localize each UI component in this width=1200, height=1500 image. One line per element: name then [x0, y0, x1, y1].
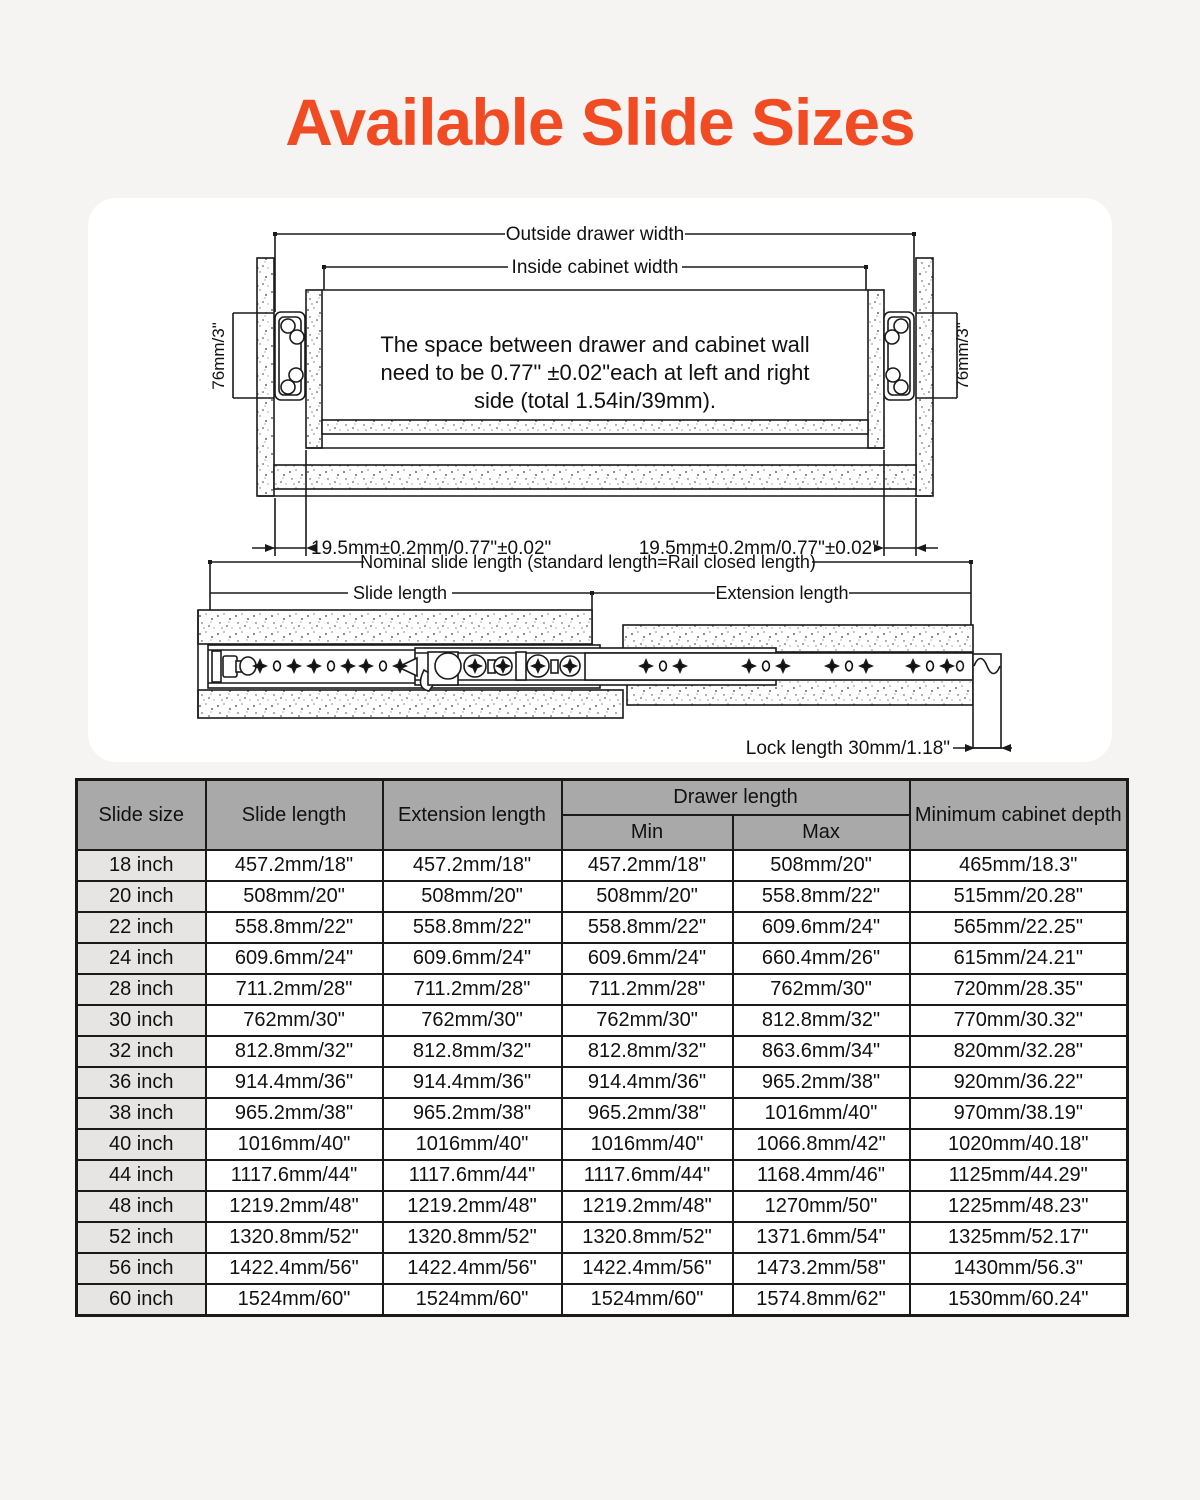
slide-size-table — [75, 778, 1129, 1317]
cell: 920mm/36.22" — [910, 1067, 1128, 1098]
cell: 558.8mm/22" — [562, 912, 733, 943]
cell: 1016mm/40" — [562, 1129, 733, 1160]
cell: 609.6mm/24" — [733, 912, 910, 943]
cell: 1016mm/40" — [206, 1129, 383, 1160]
table-row — [77, 1067, 1128, 1098]
cell: 1066.8mm/42" — [733, 1129, 910, 1160]
cell: 1117.6mm/44" — [206, 1160, 383, 1191]
row-header-cell: 60 inch — [77, 1284, 206, 1316]
cell: 515mm/20.28" — [910, 881, 1128, 912]
inner-rail — [585, 653, 973, 680]
cell: 1225mm/48.23" — [910, 1191, 1128, 1222]
table-row — [77, 881, 1128, 912]
rail-height-label-left: 76mm/3" — [209, 322, 228, 390]
cell: 565mm/22.25" — [910, 912, 1128, 943]
cell: 1117.6mm/44" — [383, 1160, 562, 1191]
cell: 457.2mm/18" — [562, 850, 733, 881]
cell: 720mm/28.35" — [910, 974, 1128, 1005]
cell: 660.4mm/26" — [733, 943, 910, 974]
cell: 970mm/38.19" — [910, 1098, 1128, 1129]
table-header — [77, 780, 1128, 851]
cell: 1530mm/60.24" — [910, 1284, 1128, 1316]
cabinet-wall-left — [257, 258, 274, 496]
header-drawer-min: Min — [562, 815, 733, 850]
table-row — [77, 1098, 1128, 1129]
cell: 820mm/32.28" — [910, 1036, 1128, 1067]
cell: 508mm/20" — [562, 881, 733, 912]
cell: 1125mm/44.29" — [910, 1160, 1128, 1191]
cell: 1219.2mm/48" — [562, 1191, 733, 1222]
cell: 558.8mm/22" — [733, 881, 910, 912]
table-row — [77, 912, 1128, 943]
drawer-front-panel — [973, 654, 1001, 748]
cell: 812.8mm/32" — [733, 1005, 910, 1036]
cell: 762mm/30" — [206, 1005, 383, 1036]
header-min-cabinet-depth: Minimum cabinet depth — [910, 780, 1128, 851]
note-line2: need to be 0.77" ±0.02"each at left and right — [380, 360, 810, 385]
extension-length-label: Extension length — [715, 583, 849, 603]
cell: 762mm/30" — [383, 1005, 562, 1036]
cell: 1473.2mm/58" — [733, 1253, 910, 1284]
cell: 615mm/24.21" — [910, 943, 1128, 974]
header-drawer-max: Max — [733, 815, 910, 850]
row-header-cell: 48 inch — [77, 1191, 206, 1222]
drawer-side-right — [868, 290, 884, 448]
cell: 965.2mm/38" — [733, 1067, 910, 1098]
cell: 1574.8mm/62" — [733, 1284, 910, 1316]
header-slide-size: Slide size — [77, 780, 206, 851]
table-row — [77, 850, 1128, 881]
cell: 1320.8mm/52" — [383, 1222, 562, 1253]
cell: 508mm/20" — [383, 881, 562, 912]
drawer-bottom-board — [322, 420, 868, 434]
row-header-cell: 30 inch — [77, 1005, 206, 1036]
cell: 1371.6mm/54" — [733, 1222, 910, 1253]
cell: 863.6mm/34" — [733, 1036, 910, 1067]
slide-cross-section-left — [275, 312, 305, 400]
table-row — [77, 974, 1128, 1005]
row-header-cell: 20 inch — [77, 881, 206, 912]
slide-cross-section-right — [884, 312, 914, 400]
outside-drawer-width-label: Outside drawer width — [505, 224, 685, 245]
cell: 558.8mm/22" — [206, 912, 383, 943]
table-row — [77, 1222, 1128, 1253]
cell: 1320.8mm/52" — [562, 1222, 733, 1253]
cell: 914.4mm/36" — [206, 1067, 383, 1098]
cell: 1422.4mm/56" — [383, 1253, 562, 1284]
cell: 1270mm/50" — [733, 1191, 910, 1222]
table-body — [77, 850, 1128, 1316]
table-row — [77, 1191, 1128, 1222]
row-header-cell: 24 inch — [77, 943, 206, 974]
cell: 762mm/30" — [733, 974, 910, 1005]
cabinet-bottom-board — [274, 465, 916, 489]
cell: 1524mm/60" — [206, 1284, 383, 1316]
cell: 558.8mm/22" — [383, 912, 562, 943]
note-line3: side (total 1.54in/39mm). — [473, 388, 717, 413]
cell: 812.8mm/32" — [383, 1036, 562, 1067]
gap-dimension-left-label: 19.5mm±0.2mm/0.77"±0.02" — [311, 538, 552, 559]
table-row — [77, 1005, 1128, 1036]
cell: 609.6mm/24" — [562, 943, 733, 974]
row-header-cell: 18 inch — [77, 850, 206, 881]
gap-dimension-right-label: 19.5mm±0.2mm/0.77"±0.02" — [638, 538, 879, 559]
header-slide-length: Slide length — [206, 780, 383, 851]
cell: 812.8mm/32" — [562, 1036, 733, 1067]
cabinet-wall-right — [916, 258, 933, 496]
cell: 711.2mm/28" — [562, 974, 733, 1005]
cell: 965.2mm/38" — [206, 1098, 383, 1129]
row-header-cell: 22 inch — [77, 912, 206, 943]
table-row — [77, 1129, 1128, 1160]
cell: 965.2mm/38" — [562, 1098, 733, 1129]
cabinet-member-top — [198, 610, 592, 644]
table-row — [77, 1284, 1128, 1316]
table-row — [77, 1253, 1128, 1284]
cell: 1219.2mm/48" — [206, 1191, 383, 1222]
cell: 1020mm/40.18" — [910, 1129, 1128, 1160]
cell: 762mm/30" — [562, 1005, 733, 1036]
cell: 1524mm/60" — [562, 1284, 733, 1316]
cabinet-member-bottom — [198, 690, 623, 718]
row-header-cell: 32 inch — [77, 1036, 206, 1067]
diagram-side-view — [198, 560, 1012, 752]
cell: 1524mm/60" — [383, 1284, 562, 1316]
cell: 457.2mm/18" — [383, 850, 562, 881]
cell: 1422.4mm/56" — [562, 1253, 733, 1284]
cell: 711.2mm/28" — [206, 974, 383, 1005]
row-header-cell: 52 inch — [77, 1222, 206, 1253]
cell: 1016mm/40" — [733, 1098, 910, 1129]
cell: 609.6mm/24" — [206, 943, 383, 974]
page-title: Available Slide Sizes — [285, 85, 915, 159]
lock-length-label: Lock length 30mm/1.18" — [745, 738, 950, 759]
row-header-cell: 40 inch — [77, 1129, 206, 1160]
cell: 812.8mm/32" — [206, 1036, 383, 1067]
cell: 914.4mm/36" — [383, 1067, 562, 1098]
drawer-side-left — [306, 290, 322, 448]
cell: 457.2mm/18" — [206, 850, 383, 881]
cell: 711.2mm/28" — [383, 974, 562, 1005]
slide-length-label: Slide length — [352, 583, 448, 603]
row-header-cell: 28 inch — [77, 974, 206, 1005]
cell: 465mm/18.3" — [910, 850, 1128, 881]
cell: 609.6mm/24" — [383, 943, 562, 974]
cell: 1016mm/40" — [383, 1129, 562, 1160]
table-row — [77, 943, 1128, 974]
cell: 1168.4mm/46" — [733, 1160, 910, 1191]
cell: 1325mm/52.17" — [910, 1222, 1128, 1253]
row-header-cell: 44 inch — [77, 1160, 206, 1191]
header-drawer-length: Drawer length — [562, 780, 910, 816]
nominal-length-label: Nominal slide length (standard length=Rail closed length) — [360, 552, 816, 572]
cell: 770mm/30.32" — [910, 1005, 1128, 1036]
inside-cabinet-width-label: Inside cabinet width — [511, 257, 679, 278]
cell: 1117.6mm/44" — [562, 1160, 733, 1191]
row-header-cell: 56 inch — [77, 1253, 206, 1284]
cell: 965.2mm/38" — [383, 1098, 562, 1129]
header-extension-length: Extension length — [383, 780, 562, 851]
cell: 914.4mm/36" — [562, 1067, 733, 1098]
cell: 1219.2mm/48" — [383, 1191, 562, 1222]
table-row — [77, 1160, 1128, 1191]
cell: 1430mm/56.3" — [910, 1253, 1128, 1284]
cell: 1320.8mm/52" — [206, 1222, 383, 1253]
rail-height-label-right: 76mm/3" — [953, 322, 972, 390]
table-row — [77, 1036, 1128, 1067]
row-header-cell: 38 inch — [77, 1098, 206, 1129]
cell: 1422.4mm/56" — [206, 1253, 383, 1284]
row-header-cell: 36 inch — [77, 1067, 206, 1098]
cell: 508mm/20" — [206, 881, 383, 912]
cell: 508mm/20" — [733, 850, 910, 881]
note-line1: The space between drawer and cabinet wall — [380, 332, 810, 357]
